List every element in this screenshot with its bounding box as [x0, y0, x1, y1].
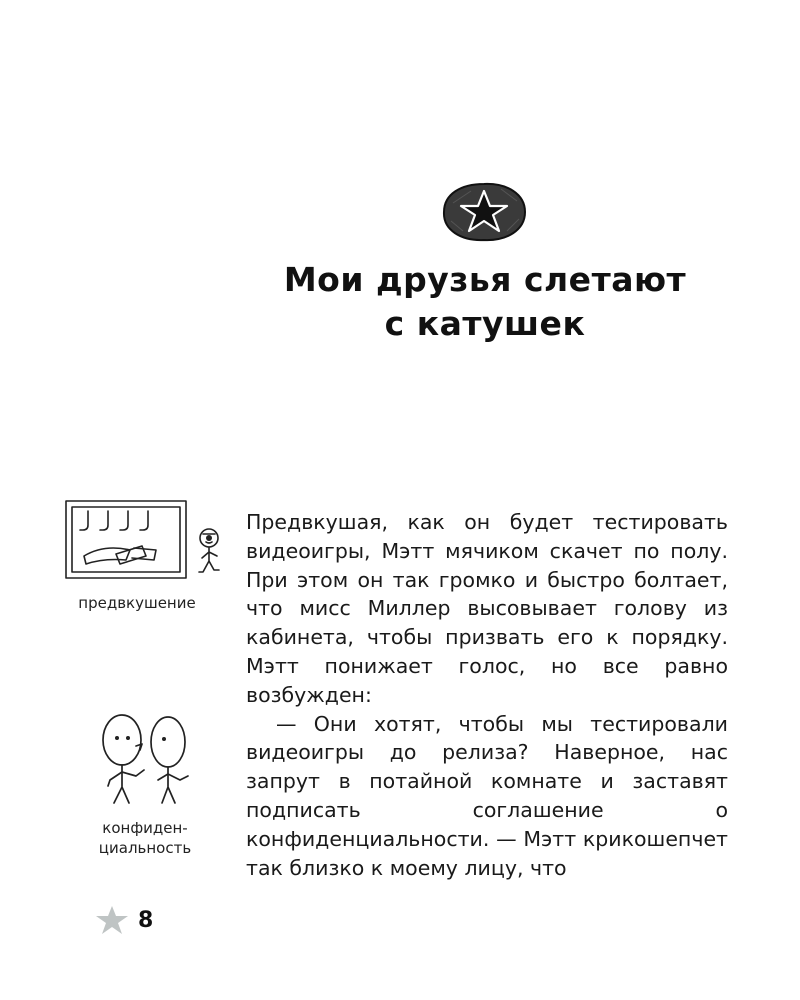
chapter-title-line-2: с катушек	[384, 304, 586, 343]
confidentiality-illustration	[92, 712, 200, 810]
body-text	[246, 508, 728, 882]
anticipation-illustration	[62, 498, 230, 584]
chapter-title-line-1: Мои друзья слетают	[283, 260, 687, 299]
caption-anticipation: предвкушение	[78, 594, 196, 612]
paragraph-1: Предвкушая, как он будет тестировать видеоигры, Мэтт мячиком скачет по полу. При этом он так громко и быстро болтает, что мисс Миллер высовывает голову из кабинета, чтобы призвать его к порядку. Мэтт понижает голос, но все равно возбужден:	[246, 510, 728, 707]
caption-confidentiality-line-2: циальность	[98, 839, 192, 857]
caption-confidentiality-line-1: конфиден-	[102, 819, 188, 837]
chapter-title	[230, 258, 740, 346]
paragraph-2: — Они хотят, чтобы мы тестировали видеоигры до релиза? Наверное, нас запрут в потайной комнате и заставят подписать соглашение о конфиденциальности. — Мэтт крикошепчет так близко к моему лицу, что	[246, 711, 728, 880]
page-number	[94, 905, 153, 935]
caption-confidentiality	[70, 818, 220, 858]
footer-star-icon	[94, 905, 130, 935]
chapter-star-badge-icon	[441, 181, 527, 243]
page-number-value: 8	[138, 907, 154, 933]
